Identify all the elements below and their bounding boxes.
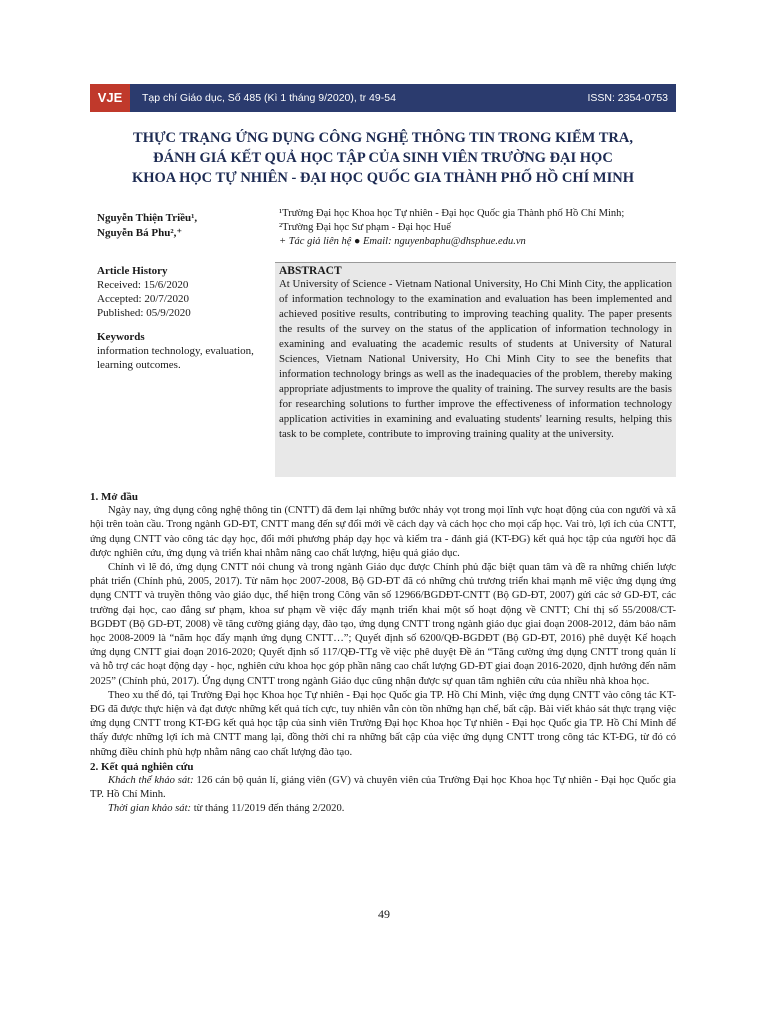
article-history-heading: Article History bbox=[97, 265, 168, 277]
paragraph: Ngày nay, ứng dụng công nghệ thông tin (CNTT) đã đem lại những bước nhảy vọt trong mọi lĩnh vực hoạt động của con người và xã hội trên toàn cầu. Trong ngành GD-ĐT, CNTT mang đến sự đổi mới về cách dạy và cách học cho mọi cấp học. Vai trò, lợi ích của CNTT, ứng dụng CNTT vào công tác dạy học, đổi mới phương pháp dạy học và kiểm tra - đánh giá (KT-ĐG) kết quả học tập của người học đã được nghiên cứu, ứng dụng và triển khai nhằm nâng cao chất lượng, hiệu quả giáo dục. bbox=[90, 505, 676, 559]
page-number: 49 bbox=[378, 907, 390, 921]
title-line: KHOA HỌC TỰ NHIÊN - ĐẠI HỌC QUỐC GIA THÀNH PHỐ HỒ CHÍ MINH bbox=[131, 170, 635, 186]
survey-subject-text: 126 cán bộ quản lí, giảng viên (GV) và chuyên viên của Trường Đại học Khoa học Tự nhiên - Đại học Quốc gia TP. Hồ Chí Minh. bbox=[90, 775, 676, 801]
survey-time-label: Thời gian khảo sát: bbox=[108, 803, 192, 815]
journal-citation: Tạp chí Giáo dục, Số 485 (Kì 1 tháng 9/2020), tr 49-54 bbox=[142, 92, 396, 104]
journal-logo: VJE bbox=[90, 84, 130, 112]
keywords-text: information technology, evaluation, learning outcomes. bbox=[97, 345, 254, 371]
affiliation: ²Trường Đại học Sư phạm - Đại học Huế bbox=[279, 222, 451, 233]
issn: ISSN: 2354-0753 bbox=[587, 92, 668, 104]
corresponding-author: + Tác giả liên hệ ● Email: nguyenbaphu@dhsphue.edu.vn bbox=[279, 236, 526, 247]
main-body bbox=[90, 490, 676, 817]
author-name: Nguyễn Thiện Triều¹, bbox=[97, 212, 198, 224]
survey-time-text: từ tháng 11/2019 đến tháng 2/2020. bbox=[193, 803, 345, 815]
paragraph bbox=[90, 774, 676, 802]
journal-header-bar bbox=[90, 84, 676, 112]
author-list bbox=[97, 211, 197, 241]
affiliation: ¹Trường Đại học Khoa học Tự nhiên - Đại học Quốc gia Thành phố Hồ Chí Minh; bbox=[279, 208, 625, 219]
paragraph: Theo xu thế đó, tại Trường Đại học Khoa học Tự nhiên - Đại học Quốc gia TP. Hồ Chí Minh, việc ứng dụng CNTT vào công tác KT-ĐG đã được thực hiện và đạt được những kết quả tích cực, tuy nhiên vẫn còn tồn những hạn chế, bất cập. Bài viết khảo sát thực trạng việc ứng dụng CNTT trong KT-ĐG kết quả học tập của sinh viên Trường Đại học Khoa học Tự nhiên - Đại học Quốc gia TP. Hồ Chí Minh để thấy được những lợi ích mà CNTT mang lại, đồng thời chỉ ra những bất cập của việc ứng dụng CNTT trong công tác KT-ĐG, từ đó có những điều chỉnh phù hợp nhằm nâng cao chất lượng đào tạo. bbox=[90, 689, 676, 758]
section-heading: 2. Kết quả nghiên cứu bbox=[90, 760, 194, 773]
paragraph: Chính vì lẽ đó, ứng dụng CNTT nói chung và trong ngành Giáo dục được Chính phủ đặc biệt quan tâm và đề ra những chiến lược phát triển (Chính phủ, 2005, 2017). Từ năm học 2007-2008, Bộ GD-ĐT đã có những chủ trương triển khai mạnh mẽ việc ứng dụng ứng dụng CNTT và truyền thông vào giáo dục, thể hiện trong Công văn số 12966/BGDĐT-CNTT (Bộ GD-ĐT, 2007) gửi các sở GD-ĐT, các trường đại học, cao đẳng sư phạm, khoa sư phạm về việc đẩy mạnh triển khai một số hoạt động về CNTT; Chỉ thị số 55/2008/CT-BGDĐT (Bộ GD-ĐT, 2008) về tăng cường giảng dạy, đào tạo, ứng dụng CNTT trong ngành giáo dục giai đoạn 2008-2012, đảm bảo năm học 2008-2009 là “năm học đẩy mạnh ứng dụng CNTT…”; Quyết định số 6200/QĐ-BGDĐT (Bộ GD-ĐT, 2016) phê duyệt Kế hoạch ứng dụng CNTT giai đoạn 2016-2020; Quyết định số 117/QĐ-TTg về việc phê duyệt Đề án “Tăng cường ứng dụng CNTT trong quản lí và hỗ trợ các hoạt động dạy - học, nghiên cứu khoa học góp phần nâng cao chất lượng GD-ĐT giai đoạn 2016-2020, định hướng đến năm 2025” (Chính phủ, 2017). Ứng dụng CNTT trong ngành Giáo dục cũng nhận được sự quan tâm nghiên cứu của nhiều nhà khoa học. bbox=[90, 562, 676, 687]
paragraph bbox=[90, 802, 676, 816]
section-heading: 1. Mở đầu bbox=[90, 491, 138, 503]
accepted-date: Accepted: 20/7/2020 bbox=[97, 293, 189, 305]
keywords-heading: Keywords bbox=[97, 331, 145, 343]
title-line: THỰC TRẠNG ỨNG DỤNG CÔNG NGHỆ THÔNG TIN TRONG KIỂM TRA, bbox=[133, 130, 633, 146]
received-date: Received: 15/6/2020 bbox=[97, 279, 189, 291]
abstract-text: At University of Science - Vietnam National University, Ho Chi Minh City, the application of information technology to the examination and evaluation has been implemented and achieved positive results, contributing to improving teaching quality. The paper presents the results of the survey on the status of the application of information technology in examining and evaluating the academic results of students at University of Natural Sciences, Vietnam National University, Ho Chi Minh City to see the benefits that information technology brings as well as the inadequacies of the problem, thereby making appropriate adjustments to improve the quality of training. The survey results are the basis for researching solutions to further improve the effectiveness of information technology application activities in examining and evaluating students' learning results, helping this task to be complete, contribute to improving training quality at the university. bbox=[279, 278, 672, 440]
author-name: Nguyễn Bá Phu²,⁺ bbox=[97, 227, 183, 239]
paper-title bbox=[90, 128, 676, 188]
abstract-box bbox=[275, 262, 676, 477]
article-info bbox=[97, 264, 262, 372]
published-date: Published: 05/9/2020 bbox=[97, 307, 191, 319]
survey-subject-label: Khách thể khảo sát: bbox=[108, 775, 194, 787]
affiliations bbox=[279, 207, 624, 249]
abstract-heading: ABSTRACT bbox=[279, 265, 342, 277]
title-line: ĐÁNH GIÁ KẾT QUẢ HỌC TẬP CỦA SINH VIÊN TRƯỜNG ĐẠI HỌC bbox=[153, 150, 613, 166]
